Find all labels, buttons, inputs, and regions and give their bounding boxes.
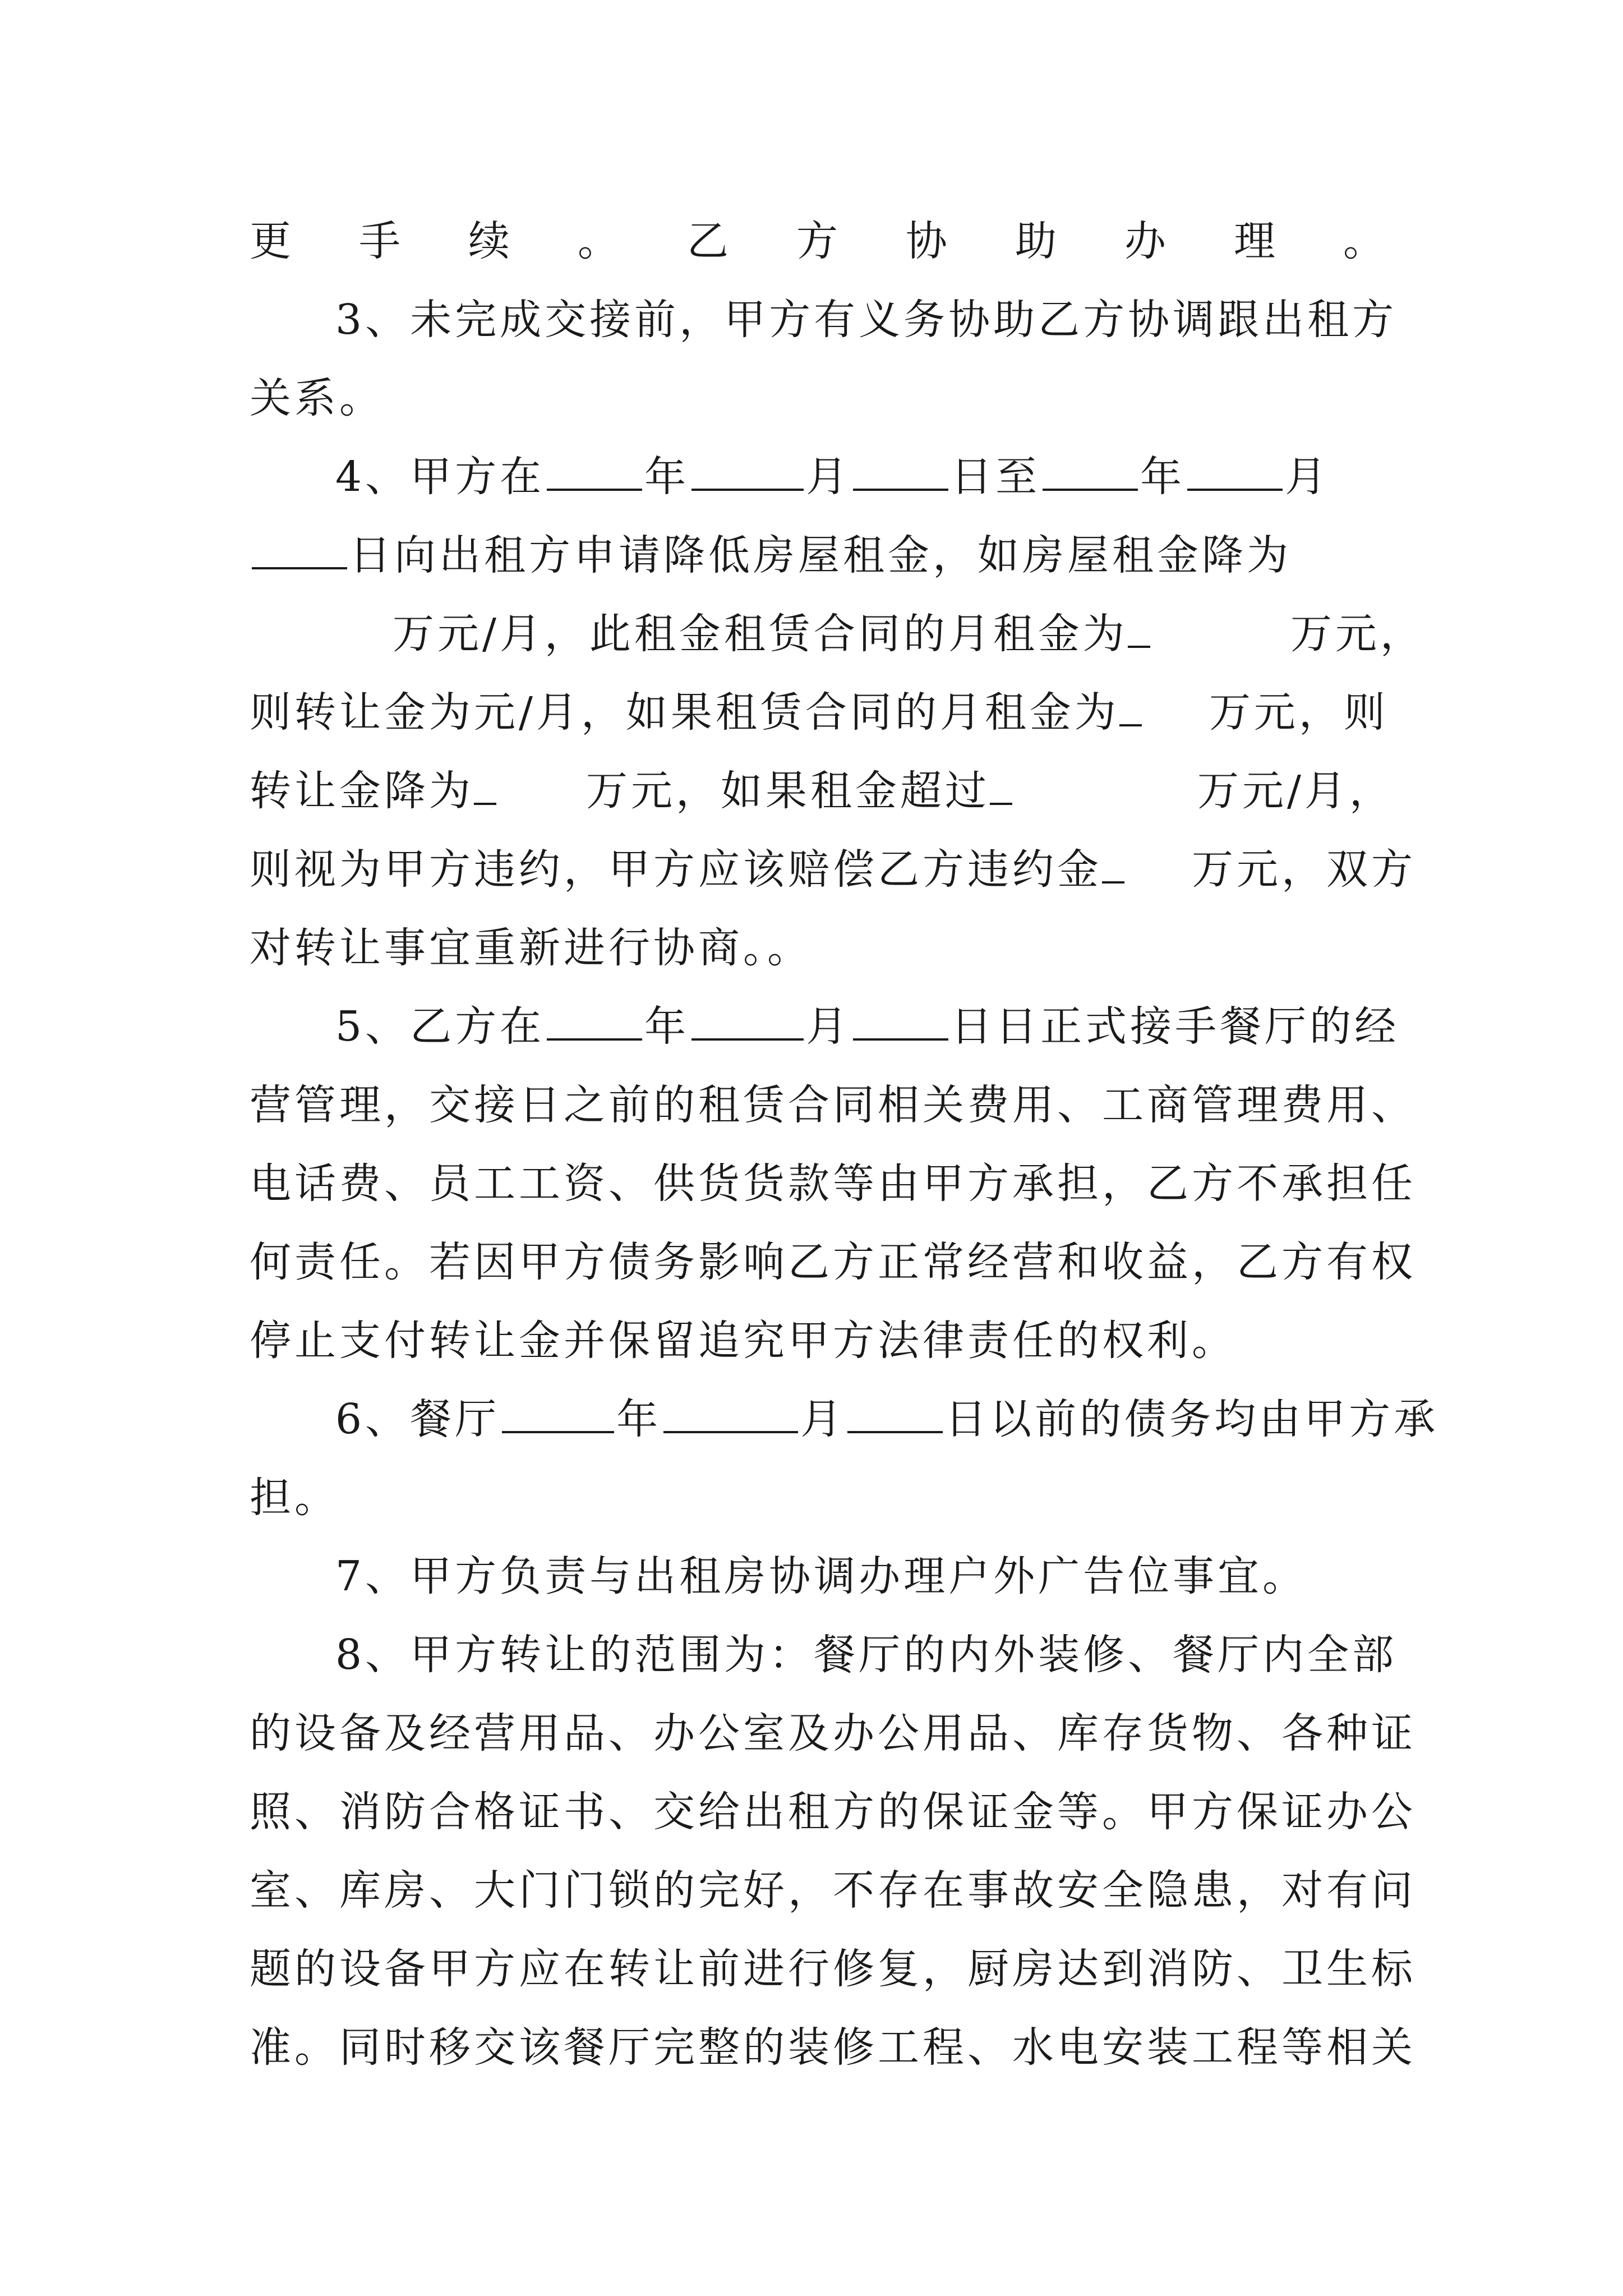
text-segment: 5、乙方在 xyxy=(335,1002,545,1051)
fill-in-blank xyxy=(474,768,496,805)
paragraph-line xyxy=(250,202,1388,280)
text-segment: 电话费、员工工资、供货货款等由甲方承担，乙方不承担任 xyxy=(250,1159,1416,1208)
text-segment: 照、消防合格证书、交给出租方的保证金等。甲方保证办公 xyxy=(250,1788,1416,1836)
paragraph-line xyxy=(250,1144,1416,1223)
paragraph-line xyxy=(250,1930,1416,2008)
text-segment: 停止支付转让金并保留追究甲方法律责任的权利。 xyxy=(250,1317,1237,1365)
paragraph-line xyxy=(250,359,1388,438)
fill-in-blank xyxy=(1128,611,1150,648)
text-segment: 更手续。乙方协助办理。 xyxy=(250,217,1388,265)
paragraph-line xyxy=(250,1066,1416,1144)
text-segment: 年 xyxy=(1140,453,1186,501)
text-segment: 万元/月， xyxy=(1197,767,1394,815)
text-segment: 月 xyxy=(806,1002,851,1051)
paragraph-line xyxy=(250,1458,1388,1537)
fill-in-blank xyxy=(1119,689,1142,726)
text-segment: 准。同时移交该餐厅完整的装修工程、水电安装工程等相关 xyxy=(250,2023,1416,2072)
text-segment: 万元，双方 xyxy=(1192,845,1416,894)
text-segment: 万元/月，此租金租赁合同的月租金为 xyxy=(393,610,1128,658)
paragraph-line xyxy=(250,909,1388,987)
text-segment: 日以前的债务均由甲方承 xyxy=(945,1395,1439,1443)
fill-in-blank xyxy=(663,1396,798,1433)
paragraph-line xyxy=(250,830,1416,909)
text-segment: 对转让事宜重新进行协商。。 xyxy=(250,924,812,972)
text-segment: 年 xyxy=(644,1002,690,1051)
text-segment: 7、甲方负责与出租房协调办理户外广告位事宜。 xyxy=(335,1552,1308,1600)
paragraph-line xyxy=(335,1380,1439,1458)
paragraph-line xyxy=(335,987,1400,1066)
fill-in-blank xyxy=(1187,454,1283,491)
text-segment: 担。 xyxy=(250,1474,339,1522)
text-segment: 日日正式接手餐厅的经 xyxy=(951,1002,1400,1051)
fill-in-blank xyxy=(853,1004,948,1041)
paragraph-line xyxy=(335,438,1388,516)
fill-in-blank xyxy=(1102,846,1124,884)
fill-in-blank xyxy=(847,1396,943,1433)
text-segment: 则转让金为元/月，如果租赁合同的月租金为 xyxy=(250,688,1119,737)
text-segment: 的设备及经营用品、办公室及办公用品、库存货物、各种证 xyxy=(250,1709,1416,1757)
paragraph-line xyxy=(250,516,1388,595)
paragraph-line xyxy=(335,280,1398,359)
fill-in-blank xyxy=(990,768,1012,805)
fill-in-blank xyxy=(252,532,347,569)
paragraph-line xyxy=(250,1851,1416,1930)
paragraph-line xyxy=(335,1537,1388,1616)
paragraph-line xyxy=(250,1223,1416,1301)
paragraph-line xyxy=(250,2008,1416,2087)
fill-in-blank xyxy=(502,1396,614,1433)
paragraph-line xyxy=(250,752,1394,830)
text-segment: 年 xyxy=(616,1395,662,1443)
paragraph-line xyxy=(393,595,1425,673)
text-segment: 何责任。若因甲方债务影响乙方正常经营和收益，乙方有权 xyxy=(250,1238,1416,1286)
fill-in-blank xyxy=(691,454,804,491)
text-segment: 关系。 xyxy=(250,374,384,422)
fill-in-blank xyxy=(691,1004,804,1041)
text-segment: 月 xyxy=(806,453,851,501)
text-segment: 8、甲方转让的范围为：餐厅的内外装修、餐厅内全部 xyxy=(335,1631,1398,1679)
fill-in-blank xyxy=(547,1004,642,1041)
paragraph-line xyxy=(250,1694,1416,1773)
text-segment: 年 xyxy=(644,453,690,501)
text-segment: 万元， xyxy=(1290,610,1425,658)
paragraph-line xyxy=(335,1616,1398,1694)
paragraph-line xyxy=(250,673,1388,752)
fill-in-blank xyxy=(547,454,642,491)
text-segment: 月 xyxy=(1285,453,1330,501)
text-segment: 4、甲方在 xyxy=(335,453,545,501)
text-segment: 万元，则 xyxy=(1209,688,1389,737)
text-segment: 月 xyxy=(800,1395,846,1443)
text-segment: 万元，如果租金超过 xyxy=(586,767,990,815)
text-segment: 营管理，交接日之前的租赁合同相关费用、工商管理费用、 xyxy=(250,1081,1416,1129)
text-segment: 题的设备甲方应在转让前进行修复，厨房达到消防、卫生标 xyxy=(250,1945,1416,1993)
text-segment: 日至 xyxy=(951,453,1041,501)
fill-in-blank xyxy=(853,454,948,491)
text-segment: 转让金降为 xyxy=(250,767,474,815)
text-segment: 3、未完成交接前，甲方有义务协助乙方协调跟出租方 xyxy=(335,296,1398,344)
text-segment: 6、餐厅 xyxy=(335,1395,500,1443)
text-segment: 日向出租方申请降低房屋租金，如房屋租金降为 xyxy=(349,531,1292,579)
paragraph-line xyxy=(250,1301,1388,1380)
text-segment: 室、库房、大门门锁的完好，不存在事故安全隐患，对有问 xyxy=(250,1866,1416,1915)
text-segment: 则视为甲方违约，甲方应该赔偿乙方违约金 xyxy=(250,845,1102,894)
paragraph-line xyxy=(250,1773,1416,1851)
fill-in-blank xyxy=(1043,454,1138,491)
